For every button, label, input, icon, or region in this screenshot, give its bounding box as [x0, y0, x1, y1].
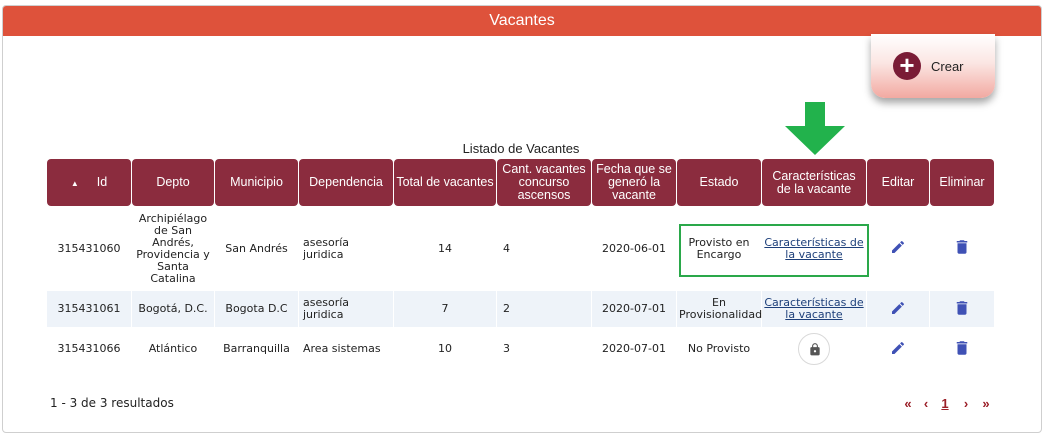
- column-header-editar: Editar: [867, 159, 929, 206]
- column-header-caracteristicas: Características de la vacante: [762, 159, 866, 206]
- cell-dependencia: asesoría juridica: [303, 235, 350, 261]
- cell-dependencia: Area sistemas: [303, 342, 381, 355]
- create-button-label: Crear: [931, 58, 964, 74]
- next-page-button[interactable]: ›: [963, 396, 969, 411]
- cell-eliminar: [930, 206, 994, 291]
- cell-total: 7: [394, 291, 496, 327]
- cell-total: 14: [438, 241, 452, 255]
- delete-trash-icon[interactable]: [953, 297, 971, 322]
- cell-id: 315431061: [47, 291, 131, 327]
- last-page-button[interactable]: »: [982, 396, 990, 411]
- caracteristicas-link[interactable]: Características de la vacante: [764, 235, 864, 261]
- pagination: [897, 396, 997, 411]
- column-header-eliminar: Eliminar: [930, 159, 994, 206]
- create-button[interactable]: [871, 34, 995, 98]
- lock-icon: [808, 342, 822, 357]
- cell-caracteristicas: [762, 327, 866, 371]
- column-header-estado[interactable]: Estado: [677, 159, 761, 206]
- cell-municipio: San Andrés: [225, 241, 288, 255]
- edit-pencil-icon[interactable]: [890, 300, 906, 319]
- cell-estado: No Provisto: [687, 342, 751, 355]
- column-header-cant-ascensos[interactable]: Cant. vacantes concurso ascensos: [497, 159, 591, 206]
- page-title: Vacantes: [3, 6, 1041, 36]
- first-page-button[interactable]: «: [904, 396, 912, 411]
- cell-id: 315431066: [57, 342, 121, 355]
- cell-fecha: 2020-06-01: [602, 241, 666, 255]
- delete-trash-icon[interactable]: [953, 236, 971, 261]
- cell-editar: [867, 327, 929, 371]
- vacancies-table: [46, 159, 995, 371]
- column-header-total[interactable]: Total de vacantes: [394, 159, 496, 206]
- cell-depto: Bogotá, D.C.: [132, 291, 214, 327]
- sort-up-icon[interactable]: ▲: [70, 178, 79, 188]
- cell-estado: En Provisionalidad: [677, 291, 761, 327]
- cell-municipio: Bogota D.C: [215, 291, 298, 327]
- lock-button[interactable]: [798, 333, 830, 365]
- plus-circle-icon: +: [893, 52, 921, 80]
- cell-id: 315431060: [57, 241, 121, 255]
- cell-eliminar: [930, 291, 994, 327]
- table-header-row: [47, 159, 994, 206]
- cell-dependencia: asesoría juridica: [299, 291, 393, 327]
- column-header-id[interactable]: ▲ Id: [47, 159, 131, 206]
- edit-pencil-icon[interactable]: [890, 239, 906, 258]
- cell-fecha: 2020-07-01: [602, 342, 666, 355]
- column-header-depto[interactable]: Depto: [132, 159, 214, 206]
- cell-eliminar: [930, 327, 994, 371]
- cell-cant-ascensos: 3: [503, 342, 510, 355]
- cell-caracteristicas: [762, 206, 866, 291]
- table-row: [47, 291, 994, 327]
- prev-page-button[interactable]: ‹: [923, 396, 929, 411]
- table-row: [47, 327, 994, 371]
- column-header-municipio[interactable]: Municipio: [215, 159, 298, 206]
- delete-trash-icon[interactable]: [953, 337, 971, 362]
- cell-cant-ascensos: 4: [503, 241, 510, 255]
- page-number-current[interactable]: 1: [941, 396, 949, 411]
- caracteristicas-link[interactable]: Características de la vacante: [764, 296, 864, 321]
- cell-fecha: 2020-07-01: [592, 291, 676, 327]
- cell-depto: Atlántico: [148, 342, 198, 355]
- cell-cant-ascensos: 2: [497, 291, 591, 327]
- cell-editar: [867, 206, 929, 291]
- cell-caracteristicas: [762, 291, 866, 327]
- table-title: Listado de Vacantes: [462, 141, 580, 156]
- table-row: [47, 206, 994, 291]
- result-count: 1 - 3 de 3 resultados: [50, 396, 174, 410]
- cell-estado: Provisto en Encargo: [688, 235, 750, 261]
- column-header-fecha[interactable]: Fecha que se generó la vacante: [592, 159, 676, 206]
- cell-editar: [867, 291, 929, 327]
- cell-depto: Archipiélago de San Andrés, Providencia y Santa Catalina: [136, 211, 210, 285]
- cell-total: 10: [438, 342, 452, 355]
- cell-municipio: Barranquilla: [223, 342, 290, 355]
- edit-pencil-icon[interactable]: [890, 340, 906, 359]
- column-header-dependencia[interactable]: Dependencia: [299, 159, 393, 206]
